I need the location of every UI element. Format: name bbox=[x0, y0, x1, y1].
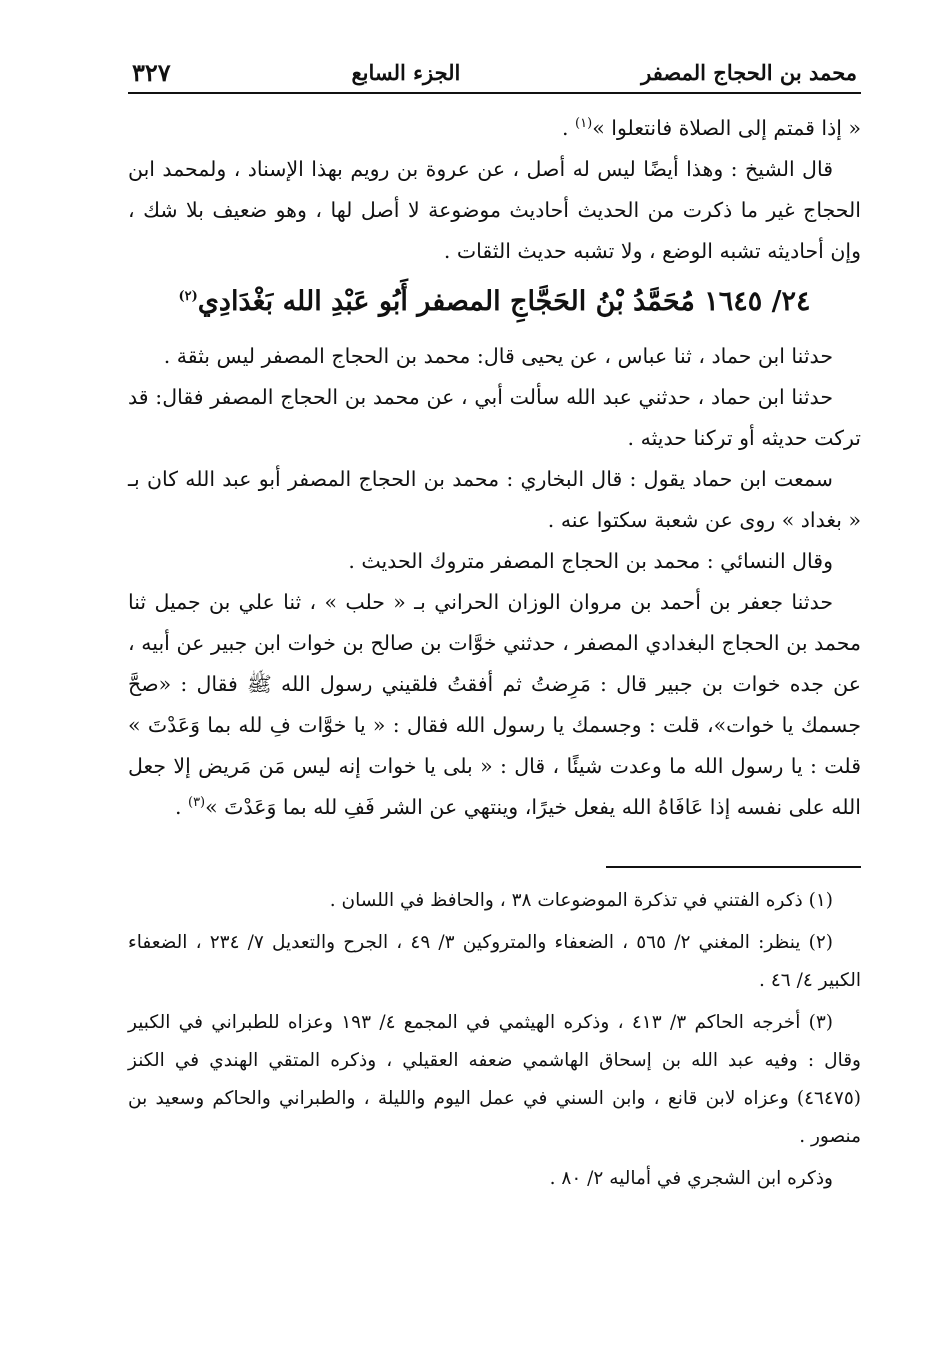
paragraph-3: سمعت ابن حماد يقول : قال البخاري : محمد بن الحجاج المصفر أبو عبد الله كان بـ « بغداد » روى عن شعبة سكتوا عنه . bbox=[128, 467, 861, 532]
continuation-end: . bbox=[562, 116, 576, 140]
entry-heading-text: ٢٤/ ١٦٤٥ مُحَمَّدُ بْنُ الحَجَّاجِ المصفر أَبُو عَبْدِ الله بَغْدَادِي bbox=[197, 286, 811, 317]
footnotes bbox=[128, 882, 861, 1198]
paragraph-5 bbox=[128, 582, 861, 828]
shaykh-paragraph: قال الشيخ : وهذا أيضًا ليس له أصل ، عن عروة بن رويم بهذا الإسناد ، ولمحمد ابن الحجاج غير ما ذكرت من الحديث أحاديث موضوعة لا أصل لها ، وهو ضعيف بلا شك ، وإن أحاديثه تشبه الوضع ، ولا تشبه حديث الثقات . bbox=[128, 157, 861, 263]
main-text bbox=[128, 108, 861, 828]
header-volume: الجزء السابع bbox=[351, 60, 461, 85]
footnote-2: (٢) ينظر: المغني ٢/ ٥٦٥ ، الضعفاء والمتروكين ٣/ ٤٩ ، الجرح والتعديل ٧/ ٢٣٤ ، الضعفاء الكبير ٤/ ٤٦ . bbox=[128, 932, 861, 991]
paragraph-5-text: حدثنا جعفر بن أحمد بن مروان الوزان الحراني بـ « حلب » ، ثنا علي بن جميل ثنا محمد بن الحجاج البغدادي المصفر ، حدثني خوَّات بن صالح بن خوات ابن جبير عن أبيه ، عن جده خوات بن جبير قال : مَرِضتُ ثم أفقتُ فلقيني رسول الله ﷺ فقال : «صحَّ جسمك يا خوات»، قلت : وجسمك يا رسول الله فقال : « يا خوَّات فِ لله بما وَعَدْتَ » قلت : يا رسول الله ما وعدت شيئًا ، قال : « بلى يا خوات إنه ليس مَن مَريض إلا جعل الله على نفسه إذا عَافَاهُ الله يفعل خيرًا، وينتهي عن الشر فَفِ لله بما وَعَدْتَ » bbox=[128, 590, 861, 819]
footnote-divider bbox=[606, 866, 861, 868]
header-author: محمد بن الحجاج المصفر bbox=[641, 60, 857, 85]
footnote-1: (١) ذكره الفتني في تذكرة الموضوعات ٣٨ ، والحافظ في اللسان . bbox=[329, 890, 833, 911]
running-header bbox=[128, 58, 861, 94]
footnote-ref-2: (٢) bbox=[178, 289, 198, 304]
paragraph-1: حدثنا ابن حماد ، ثنا عباس ، عن يحيى قال: محمد بن الحجاج المصفر ليس بثقة . bbox=[163, 344, 833, 368]
footnote-3-continued: وذكره ابن الشجري في أماليه ٢/ ٨٠ . bbox=[549, 1168, 833, 1189]
paragraph-4: وقال النسائي : محمد بن الحجاج المصفر متروك الحديث . bbox=[348, 549, 833, 573]
continuation-text: « إذا قمتم إلى الصلاة فانتعلوا » bbox=[592, 116, 861, 140]
footnote-3: (٣) أخرجه الحاكم ٣/ ٤١٣ ، وذكره الهيثمي في المجمع ٤/ ١٩٣ وعزاه للطبراني في الكبير وقال : وفيه عبد الله بن إسحاق الهاشمي ضعفه العقيلي ، وذكره المتقي الهندي في الكنز (٤٦٤٧٥) وعزاه لابن قانع ، وابن السني في عمل اليوم والليلة ، والطبراني والحاكم وسعيد بن منصور . bbox=[128, 1012, 861, 1147]
entry-heading bbox=[128, 274, 861, 330]
footnote-ref-3: (٣) bbox=[187, 795, 206, 811]
paragraph-5-end: . bbox=[174, 795, 188, 819]
footnote-ref-1: (١) bbox=[575, 116, 593, 132]
continuation-line bbox=[128, 108, 861, 149]
paragraph-2: حدثنا ابن حماد ، حدثني عبد الله سألت أبي ، عن محمد بن الحجاج المصفر فقال: قد تركت حديثه أو تركنا حديثه . bbox=[128, 385, 861, 450]
page-number: ٣٢٧ bbox=[132, 58, 171, 87]
